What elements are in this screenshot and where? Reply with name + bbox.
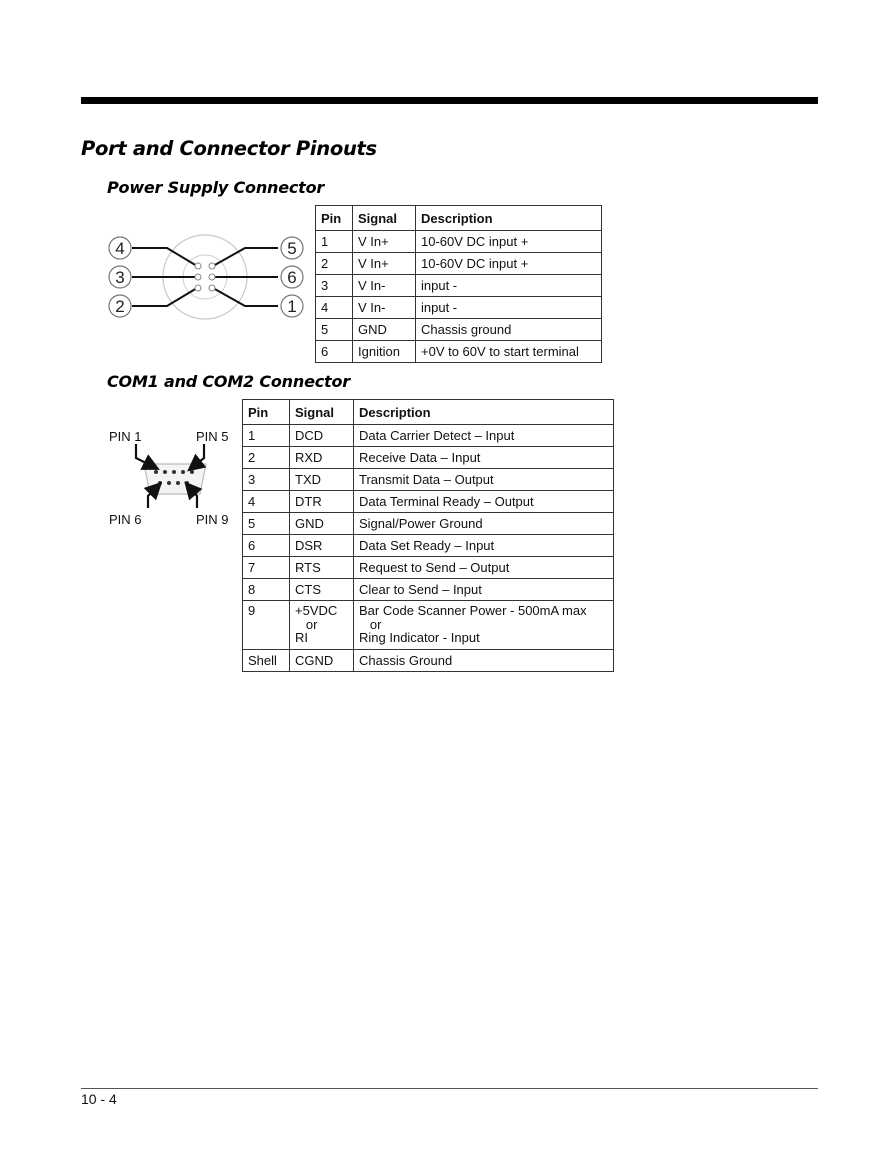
signal-cell: Ignition: [353, 341, 416, 363]
pin5-label: PIN 5: [196, 429, 229, 444]
com-connector-diagram: [100, 424, 240, 529]
signal-cell: RTS: [290, 557, 354, 579]
description-cell: 10-60V DC input +: [416, 231, 602, 253]
description-cell: Data Terminal Ready – Output: [354, 491, 614, 513]
signal-cell: TXD: [290, 469, 354, 491]
signal-cell: DSR: [290, 535, 354, 557]
table-row: [243, 425, 614, 447]
com-connector-title: COM1 and COM2 Connector: [107, 372, 350, 391]
table-row: [243, 447, 614, 469]
pin-label-6: 6: [287, 268, 297, 287]
table-row: [243, 491, 614, 513]
description-cell: +0V to 60V to start terminal: [416, 341, 602, 363]
header-rule: [81, 97, 818, 104]
table-row: [243, 535, 614, 557]
description-cell: Signal/Power Ground: [354, 513, 614, 535]
table-row: [316, 231, 602, 253]
power-connector-drawing: [100, 228, 310, 324]
pin9-label: PIN 9: [196, 512, 229, 527]
description-cell: input -: [416, 275, 602, 297]
table-row: [243, 579, 614, 601]
pin-label-2: 2: [115, 297, 125, 316]
signal-cell: GND: [290, 513, 354, 535]
pin-cell: 9: [243, 601, 290, 650]
column-header: Signal: [290, 400, 354, 425]
pin6-label: PIN 6: [109, 512, 142, 527]
description-cell: Clear to Send – Input: [354, 579, 614, 601]
pin-label-3: 3: [115, 268, 125, 287]
table-row: [316, 319, 602, 341]
table-row: [243, 601, 614, 650]
column-header: Pin: [316, 206, 353, 231]
description-cell: Receive Data – Input: [354, 447, 614, 469]
signal-cell: DCD: [290, 425, 354, 447]
description-cell: Request to Send – Output: [354, 557, 614, 579]
table-row: [243, 469, 614, 491]
description-cell: Data Set Ready – Input: [354, 535, 614, 557]
footer-rule: [81, 1088, 818, 1089]
pin-cell: 3: [243, 469, 290, 491]
column-header: Description: [354, 400, 614, 425]
table-row: [316, 341, 602, 363]
pin-cell: Shell: [243, 650, 290, 672]
pin-cell: 4: [243, 491, 290, 513]
pin-cell: 2: [316, 253, 353, 275]
pin-cell: 2: [243, 447, 290, 469]
description-cell: Chassis Ground: [354, 650, 614, 672]
signal-cell: [290, 601, 354, 650]
pin-cell: 5: [316, 319, 353, 341]
signal-line: or: [295, 616, 318, 632]
table-row: [243, 650, 614, 672]
signal-line: RI: [295, 630, 308, 645]
pin-cell: 6: [243, 535, 290, 557]
page-number: 10 - 4: [81, 1091, 117, 1107]
column-header: Pin: [243, 400, 290, 425]
description-cell: input -: [416, 297, 602, 319]
table-row: [316, 253, 602, 275]
power-connector-title: Power Supply Connector: [107, 178, 325, 197]
section-title: Port and Connector Pinouts: [81, 137, 377, 160]
power-connector-diagram: [100, 228, 310, 324]
table-row: [243, 557, 614, 579]
pin-cell: 3: [316, 275, 353, 297]
pin-cell: 5: [243, 513, 290, 535]
description-cell: Chassis ground: [416, 319, 602, 341]
description-line: or: [359, 616, 382, 632]
table-row: [316, 297, 602, 319]
pin-cell: 6: [316, 341, 353, 363]
power-pinout-table: [315, 205, 602, 363]
signal-line: +5VDC: [295, 603, 338, 618]
signal-cell: V In-: [353, 297, 416, 319]
pin-label-4: 4: [115, 239, 125, 258]
description-line: Ring Indicator - Input: [359, 630, 480, 645]
table-row: [316, 275, 602, 297]
table-row: [243, 513, 614, 535]
description-cell: [354, 601, 614, 650]
signal-cell: CGND: [290, 650, 354, 672]
signal-cell: GND: [353, 319, 416, 341]
description-cell: Data Carrier Detect – Input: [354, 425, 614, 447]
column-header: Signal: [353, 206, 416, 231]
db9-drawing: [100, 424, 240, 529]
signal-cell: RXD: [290, 447, 354, 469]
description-cell: Transmit Data – Output: [354, 469, 614, 491]
table-header-row: [243, 400, 614, 425]
signal-cell: V In-: [353, 275, 416, 297]
pin1-label: PIN 1: [109, 429, 142, 444]
pin-label-1: 1: [287, 297, 297, 316]
signal-cell: V In+: [353, 231, 416, 253]
pin-cell: 8: [243, 579, 290, 601]
column-header: Description: [416, 206, 602, 231]
description-cell: 10-60V DC input +: [416, 253, 602, 275]
pin-cell: 7: [243, 557, 290, 579]
table-header-row: [316, 206, 602, 231]
pin-cell: 1: [243, 425, 290, 447]
description-line: Bar Code Scanner Power - 500mA max: [359, 603, 587, 618]
signal-cell: DTR: [290, 491, 354, 513]
pin-cell: 4: [316, 297, 353, 319]
signal-cell: V In+: [353, 253, 416, 275]
pin-cell: 1: [316, 231, 353, 253]
signal-cell: CTS: [290, 579, 354, 601]
pin-label-5: 5: [287, 239, 297, 258]
com-pinout-table: [242, 399, 614, 672]
